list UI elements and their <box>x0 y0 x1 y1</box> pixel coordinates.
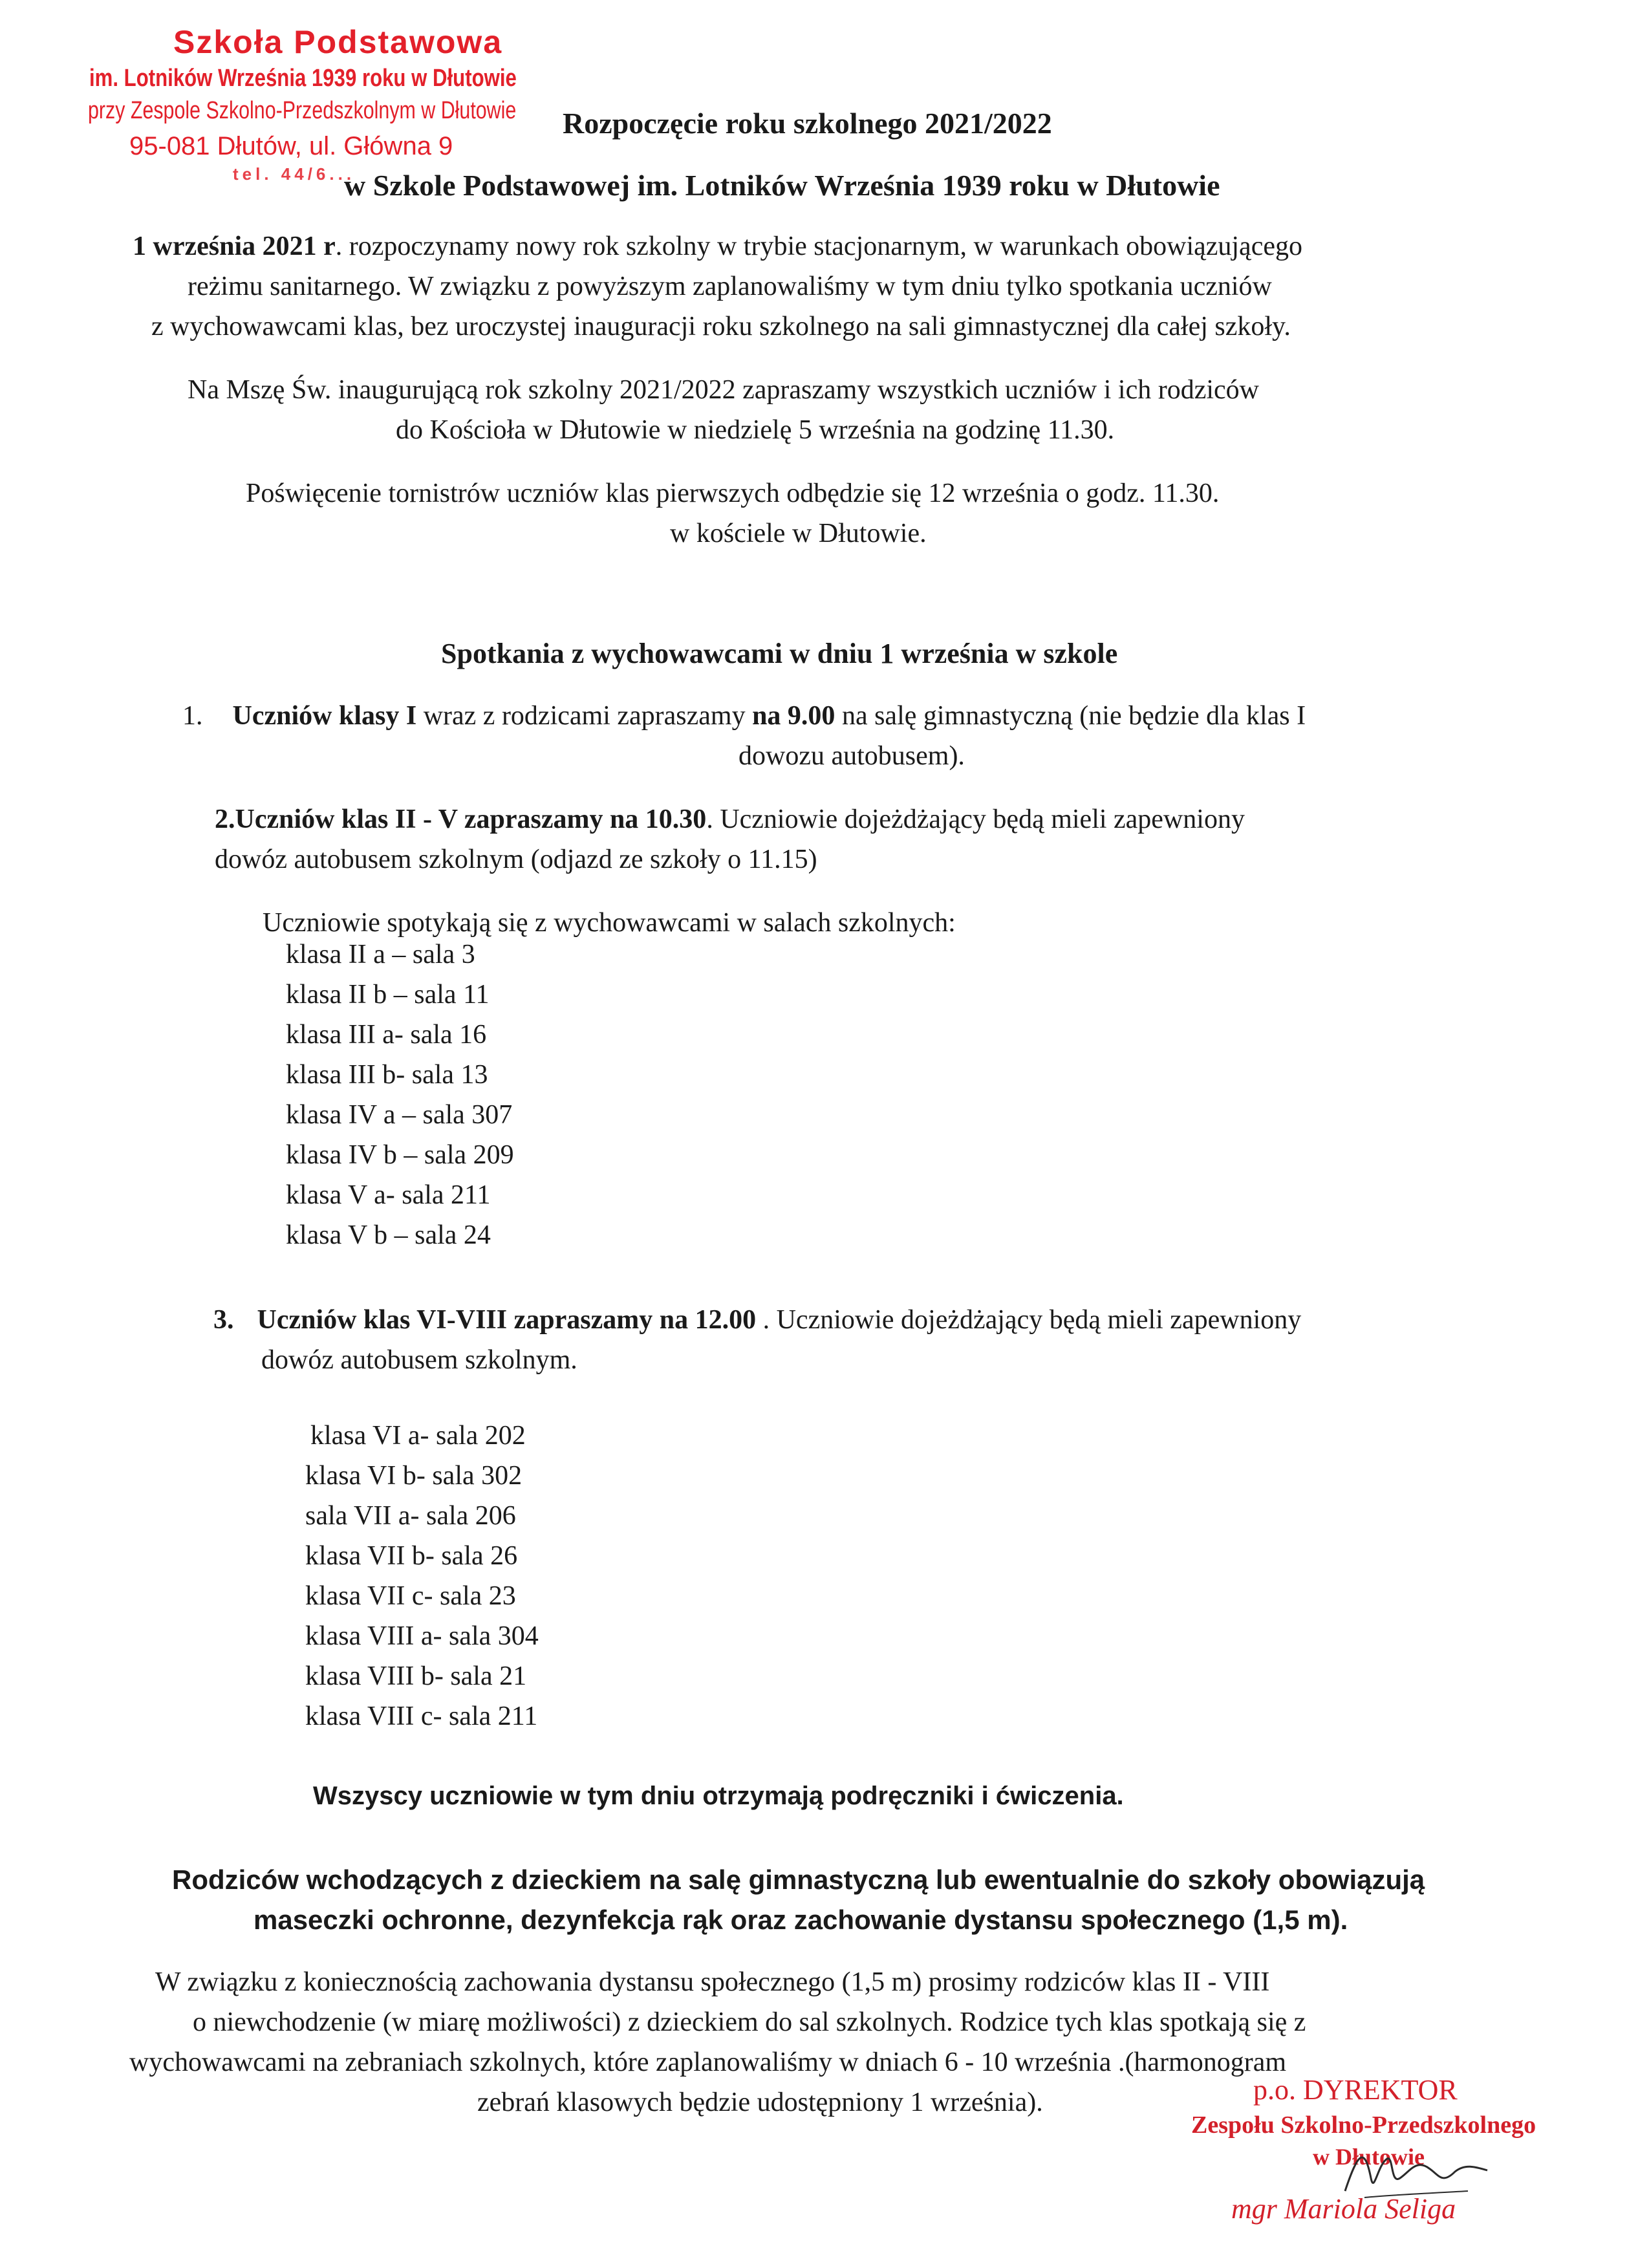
intro-line-1 <box>133 226 1302 266</box>
closing-line-2: o niewchodzenie (w miarę możliwości) z dzieckiem do sal szkolnych. Rodzice tych klas spotkają się z <box>193 2007 1306 2037</box>
item-2-bold: 2.Uczniów klas II - V zapraszamy na 10.30 <box>215 805 707 834</box>
stamp-school-patron: im. Lotników Września 1939 roku w Dłutowie <box>89 65 517 92</box>
item-2-text: . Uczniowie dojeżdżający będą mieli zapewniony <box>706 805 1245 834</box>
item-2-rooms-intro: Uczniowie spotykają się z wychowawcami w salach szkolnych: <box>263 908 956 938</box>
parents-rules-line-1: Rodziców wchodzących z dzieckiem na salę gimnastyczną lub ewentualnie do szkoły obowiązują <box>172 1864 1425 1895</box>
item-1-number: 1. <box>182 701 203 731</box>
item-1-text-a: wraz z rodzicami zapraszamy <box>416 701 753 731</box>
mass-line-2: do Kościoła w Dłutowie w niedzielę 5 września na godzinę 11.30. <box>396 415 1115 445</box>
room-item: klasa IV a – sala 307 <box>286 1100 513 1130</box>
item-2-line-2: dowóz autobusem szkolnym (odjazd ze szkoły o 11.15) <box>215 845 817 874</box>
item-2-line-1 <box>215 799 1245 839</box>
room-item: klasa VIII a- sala 304 <box>305 1621 539 1651</box>
intro-line-3: z wychowawcami klas, bez uroczystej inauguracji roku szkolnego na sali gimnastycznej dla całej szkoły. <box>151 312 1291 341</box>
item-1-bold-a: Uczniów klasy I <box>232 701 417 731</box>
item-1-line-2: dowozu autobusem). <box>738 741 965 771</box>
signature-institution: Zespołu Szkolno-Przedszkolnego <box>1191 2111 1536 2139</box>
room-item: klasa II b – sala 11 <box>286 980 490 1010</box>
room-item: klasa VII b- sala 26 <box>305 1541 518 1571</box>
closing-line-1: W związku z koniecznością zachowania dystansu społecznego (1,5 m) prosimy rodziców klas II - VIII <box>155 1967 1270 1997</box>
signature-title: p.o. DYREKTOR <box>1253 2074 1458 2106</box>
closing-line-4: zebrań klasowych będzie udostępniony 1 września). <box>477 2088 1043 2117</box>
room-item: klasa VIII c- sala 211 <box>305 1701 538 1731</box>
item-3-line-1 <box>213 1300 1301 1340</box>
room-item: klasa III b- sala 13 <box>286 1060 488 1090</box>
stamp-school-name: Szkoła Podstawowa <box>173 24 503 60</box>
signature-name: mgr Mariola Seliga <box>1231 2193 1456 2225</box>
signature-location: w Dłutowie <box>1313 2144 1425 2170</box>
item-3-number: 3. <box>213 1305 234 1335</box>
stamp-phone: tel. 44/6... <box>233 164 356 184</box>
item-3-line-2: dowóz autobusem szkolnym. <box>261 1345 577 1375</box>
document-title: Rozpoczęcie roku szkolnego 2021/2022 <box>563 107 1052 140</box>
room-item: klasa III a- sala 16 <box>286 1020 487 1050</box>
blessing-line-2: w kościele w Dłutowie. <box>670 519 927 548</box>
room-item: klasa V b – sala 24 <box>286 1220 491 1250</box>
room-item: klasa VII c- sala 23 <box>305 1581 516 1611</box>
room-item: klasa VIII b- sala 21 <box>305 1661 527 1691</box>
meetings-heading: Spotkania z wychowawcami w dniu 1 września w szkole <box>441 638 1118 669</box>
room-item: klasa VI b- sala 302 <box>305 1461 523 1491</box>
room-item: klasa IV b – sala 209 <box>286 1140 514 1170</box>
stamp-school-complex: przy Zespole Szkolno-Przedszkolnym w Dłutowie <box>88 97 517 124</box>
signature-block <box>1177 2063 1565 2257</box>
document-subtitle: w Szkole Podstawowej im. Lotników Września 1939 roku w Dłutowie <box>344 169 1220 202</box>
intro-date: 1 września 2021 r <box>133 232 336 261</box>
room-item: klasa V a- sala 211 <box>286 1180 491 1210</box>
item-1-line-1 <box>182 696 1306 736</box>
item-1-text-b: na salę gimnastyczną (nie będzie dla klas I <box>835 701 1306 731</box>
room-item: klasa II a – sala 3 <box>286 940 475 969</box>
item-3-text: . Uczniowie dojeżdżający będą mieli zapewniony <box>756 1305 1302 1335</box>
mass-line-1: Na Mszę Św. inaugurującą rok szkolny 2021/2022 zapraszamy wszystkich uczniów i ich rodziców <box>188 375 1259 405</box>
blessing-line-1: Poświęcenie tornistrów uczniów klas pierwszych odbędzie się 12 września o godz. 11.30. <box>246 479 1220 508</box>
closing-line-3: wychowawcami na zebraniach szkolnych, które zaplanowaliśmy w dniach 6 - 10 września .(harmonogram <box>129 2047 1287 2077</box>
room-item: sala VII a- sala 206 <box>305 1501 516 1531</box>
room-item: klasa VI a- sala 202 <box>310 1421 526 1451</box>
item-1-bold-b: na 9.00 <box>752 701 835 731</box>
parents-rules-line-2: maseczki ochronne, dezynfekcja rąk oraz zachowanie dystansu społecznego (1,5 m). <box>253 1905 1348 1935</box>
intro-line-1-text: . rozpoczynamy nowy rok szkolny w trybie stacjonarnym, w warunkach obowiązującego <box>335 232 1302 261</box>
item-3-bold: Uczniów klas VI-VIII zapraszamy na 12.00 <box>257 1305 757 1335</box>
textbooks-note: Wszyscy uczniowie w tym dniu otrzymają podręczniki i ćwiczenia. <box>313 1782 1124 1810</box>
intro-line-2: reżimu sanitarnego. W związku z powyższym zaplanowaliśmy w tym dniu tylko spotkania uczniów <box>188 272 1272 301</box>
stamp-address: 95-081 Dłutów, ul. Główna 9 <box>129 132 453 160</box>
